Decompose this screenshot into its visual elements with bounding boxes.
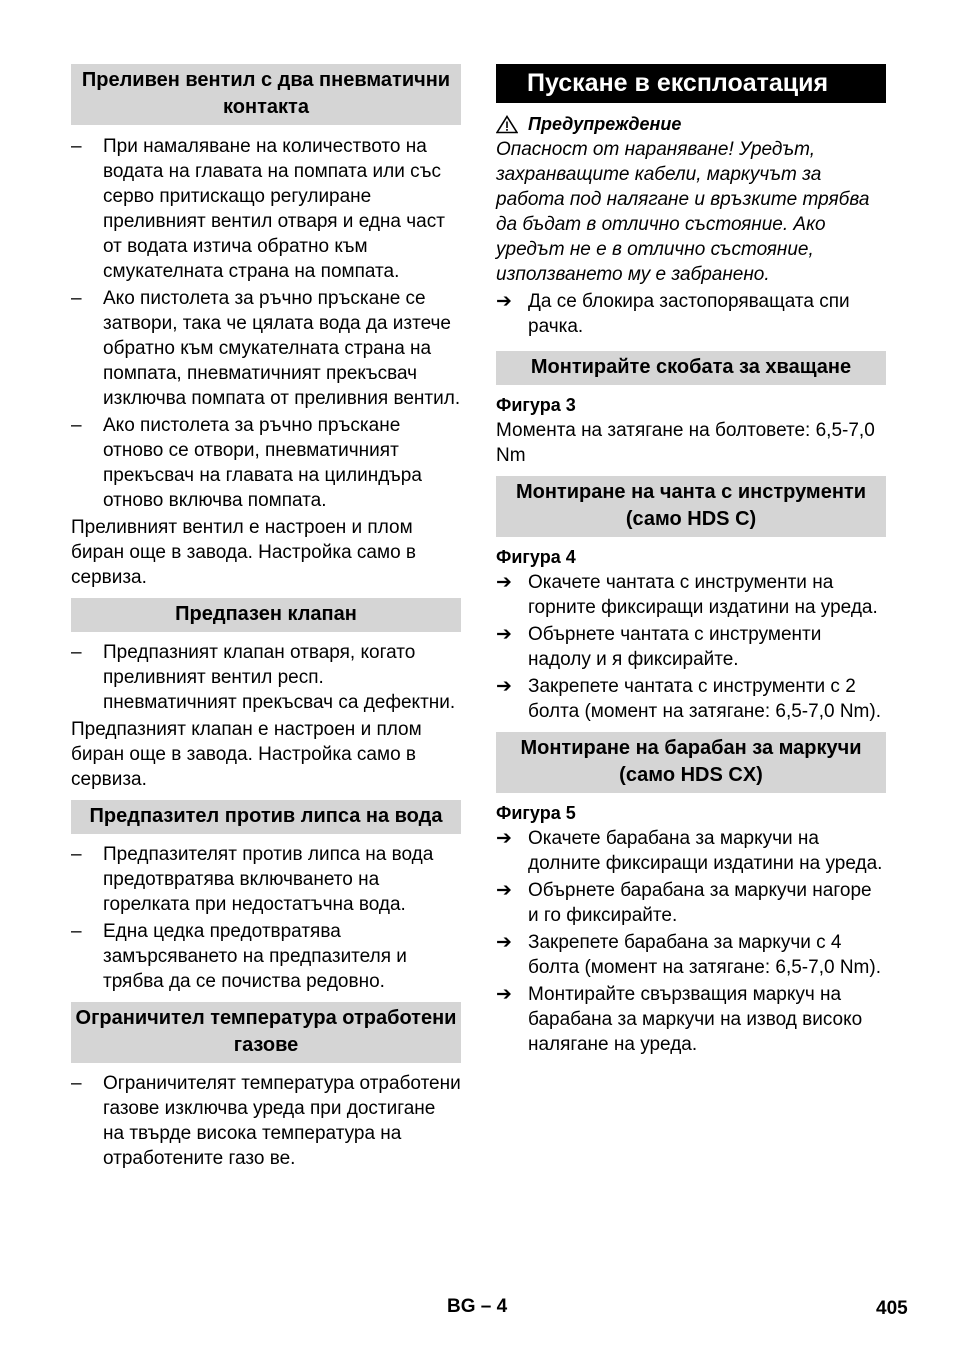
- main-section-title: Пускане в експлоатация: [496, 64, 886, 103]
- warning-heading: [496, 112, 886, 137]
- footer-section-label: BG – 4: [447, 1296, 508, 1317]
- arrow-icon: ➔: [496, 828, 512, 849]
- right-column: [496, 64, 886, 1057]
- arrow-icon: ➔: [496, 984, 512, 1005]
- page-number: 405: [876, 1298, 908, 1319]
- section-heading-overflow-valve: Преливен вентил с два пневматични контакта: [71, 64, 461, 125]
- action-item: ➔ Закрепете барабана за маркучи с 4 болта (момент на затягане: 6,5-7,0 Nm).: [496, 932, 881, 978]
- action-item: ➔ Закрепете чантата с инструменти с 2 болта (момент на затягане: 6,5-7,0 Nm).: [496, 676, 881, 722]
- section-heading-handle: Монтирайте скобата за хващане: [496, 351, 886, 385]
- warning-text: Опасност от нараняване! Уредът, захранващите кабели, маркучът за работа под налягане и връзките трябва да бъдат в отлично състояние. Ако уредът не е в отлично състояние, използването му е забранено.: [496, 139, 870, 285]
- list-item: – Ако пистолета за ръчно пръскане отново се отвори, пневматичният прекъсвач на главата на цилиндъра отново включва помпата.: [71, 415, 422, 511]
- figure-reference: Фигура 5: [496, 803, 576, 823]
- action-item: ➔ Монтирайте свързващия маркуч на барабана за маркучи на извод високо налягане на уреда.: [496, 984, 863, 1055]
- warning-triangle-icon: [496, 115, 518, 134]
- action-item: ➔ Окачете чантата с инструменти на горните фиксиращи издатини на уреда.: [496, 572, 878, 618]
- warning-label: Предупреждение: [528, 114, 682, 134]
- paragraph: Момента на затягане на болтовете: 6,5-7,0 Nm: [496, 420, 875, 466]
- arrow-icon: ➔: [496, 291, 512, 312]
- left-column: [71, 64, 461, 1171]
- section-heading-tool-bag: Монтиране на чанта с инструменти (само HDS C): [496, 476, 886, 537]
- arrow-icon: ➔: [496, 932, 512, 953]
- arrow-icon: ➔: [496, 572, 512, 593]
- list-item: – Предпазителят против липса на вода предотвратява включването на горелката при недостатъчна вода.: [71, 844, 434, 915]
- section-heading-hose-reel: Монтиране на барабан за маркучи (само HDS CX): [496, 732, 886, 793]
- list-item: – Ограничителят температура отработени газове изключва уреда при достигане на твърде висока температура на отработените газо ве.: [71, 1073, 461, 1169]
- action-item: ➔ Да се блокира застопоряващата спи рачка.: [496, 291, 850, 337]
- section-heading-safety-valve: Предпазен клапан: [71, 598, 461, 632]
- arrow-icon: ➔: [496, 676, 512, 697]
- arrow-icon: ➔: [496, 624, 512, 645]
- figure-reference: Фигура 3: [496, 395, 576, 415]
- action-item: ➔ Обърнете чантата с инструменти надолу и я фиксирайте.: [496, 624, 822, 670]
- list-item: – При намаляване на количеството на водата на главата на помпата или със серво притискащо регулиране преливният вентил отваря и една част от водата изтича обратно към смукателната страна на помпата.: [71, 136, 445, 282]
- paragraph: Предпазният клапан е настроен и плом биран още в завода. Настройка само в сервиза.: [71, 719, 422, 790]
- arrow-icon: ➔: [496, 880, 512, 901]
- list-item: – Предпазният клапан отваря, когато преливният вентил респ. пневматичният прекъсвач са дефектни.: [71, 642, 456, 713]
- list-item: – Ако пистолета за ръчно пръскане се затвори, така че цялата вода да изтече обратно към смукателната страна на помпата, пневматичният прекъсвач изключва помпата от преливния вентил.: [71, 288, 461, 409]
- paragraph: Преливният вентил е настроен и плом биран още в завода. Настройка само в сервиза.: [71, 517, 417, 588]
- section-heading-exhaust-temp-limiter: Ограничител температура отработени газове: [71, 1002, 461, 1063]
- action-item: ➔ Окачете барабана за маркучи на долните фиксиращи издатини на уреда.: [496, 828, 883, 874]
- section-heading-water-shortage: Предпазител против липса на вода: [71, 800, 461, 834]
- list-item: – Една цедка предотвратява замърсяването на предпазителя и трябва да се почиства редовно.: [71, 921, 407, 992]
- action-item: ➔ Обърнете барабана за маркучи нагоре и го фиксирайте.: [496, 880, 872, 926]
- figure-reference: Фигура 4: [496, 547, 576, 567]
